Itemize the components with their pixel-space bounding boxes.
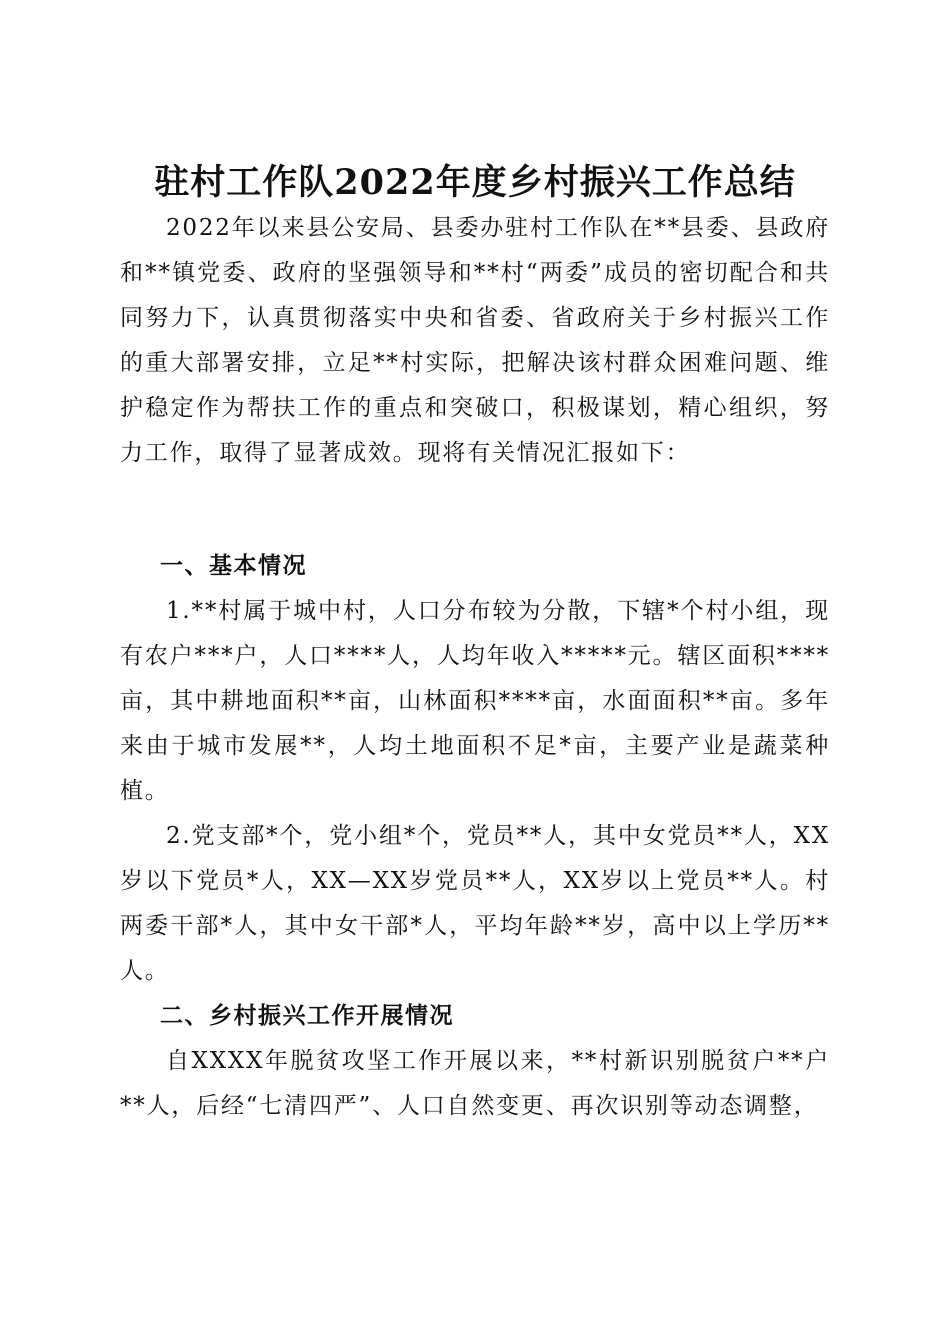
basic-situation-paragraph-2: 2.党支部*个，党小组*个，党员**人，其中女党员**人，XX岁以下党员*人，XX—XX岁党员**人，XX岁以上党员**人。村两委干部*人，其中女干部*人，平均年龄**岁，高中以上学历**人。 — [120, 823, 830, 984]
basic-situation-paragraph-1: 1.**村属于城中村，人口分布较为分散，下辖*个村小组，现有农户***户，人口****人，人均年收入*****元。辖区面积****亩，其中耕地面积**亩，山林面积****亩，水面面积**亩。多年来由于城市发展**，人均土地面积不足*亩，主要产业是蔬菜种植。 — [120, 598, 830, 804]
revitalization-work-paragraph-1: 自XXXX年脱贫攻坚工作开展以来，**村新识别脱贫户**户**人，后经“七清四严”、人口自然变更、再次识别等动态调整， — [120, 1048, 830, 1119]
section-heading-revitalization-work: 二、乡村振兴工作开展情况 — [160, 1003, 454, 1029]
section-heading-basic-situation: 一、基本情况 — [160, 553, 307, 579]
document-title: 驻村工作队2022年度乡村振兴工作总结 — [154, 162, 796, 204]
intro-paragraph: 2022年以来县公安局、县委办驻村工作队在**县委、县政府和**镇党委、政府的坚强领导和**村“两委”成员的密切配合和共同努力下，认真贯彻落实中央和省委、省政府关于乡村振兴工作的重大部署安排，立足**村实际，把解决该村群众困难问题、维护稳定作为帮扶工作的重点和突破口，积极谋划，精心组织，努力工作，取得了显著成效。现将有关情况汇报如下： — [120, 215, 830, 466]
